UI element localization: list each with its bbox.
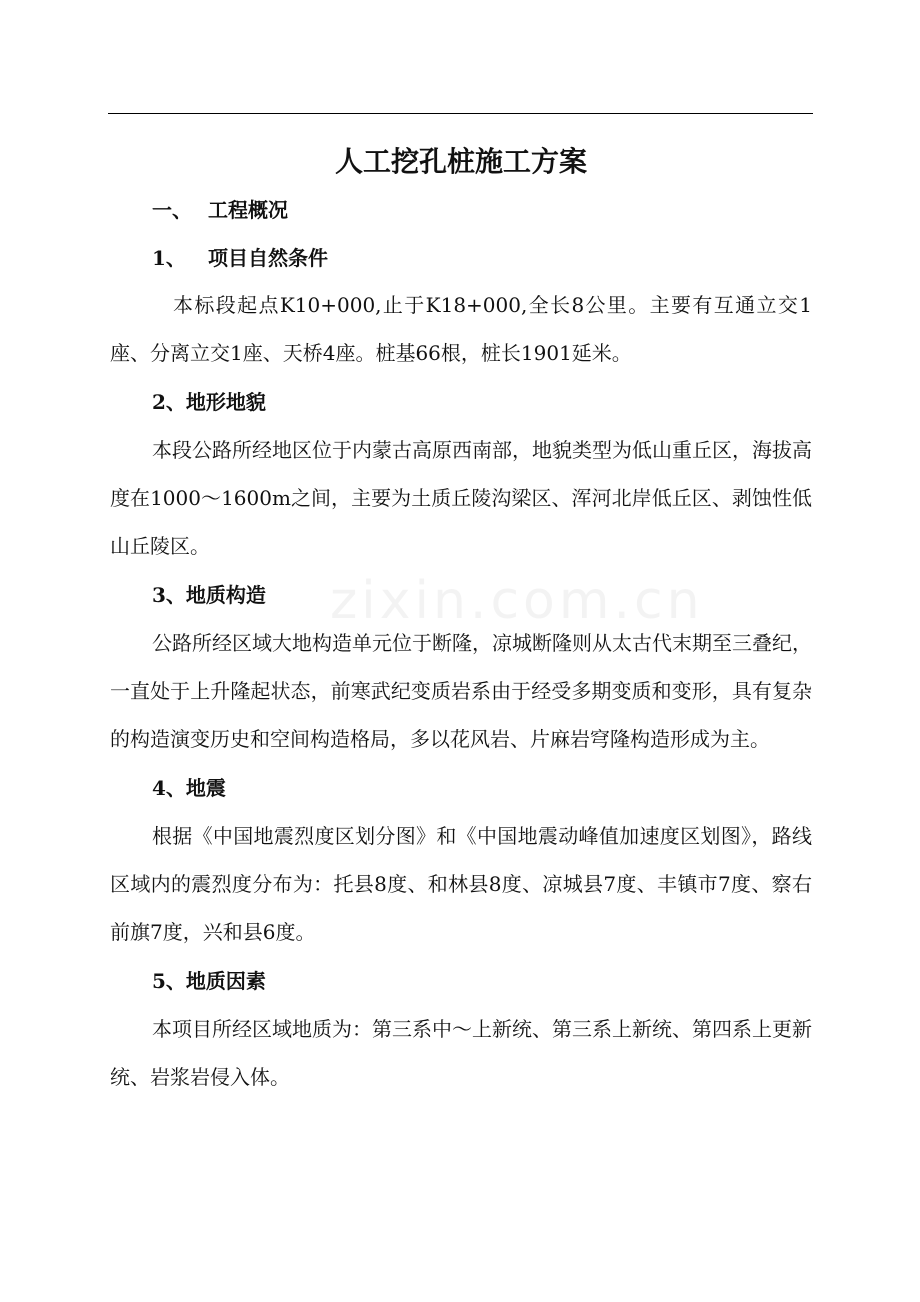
section-heading-overview (110, 198, 812, 222)
paragraph-geological-structure: 公路所经区域大地构造单元位于断隆，凉城断隆则从太古代末期至三叠纪，一直处于上升隆起状态，前寒武纪变质岩系由于经受多期变质和变形，具有复杂的构造演变历史和空间构造格局，多以花风岩、片麻岩穹隆构造形成为主。 (110, 631, 812, 751)
watermark: zixin.com.cn (330, 571, 704, 631)
subsection-heading-geological-factors: 5、地质因素 (152, 969, 266, 993)
subsection-number: 1、 (152, 246, 186, 270)
header-rule (108, 113, 813, 114)
document-body (110, 138, 812, 1101)
subsection-title: 项目自然条件 (208, 246, 328, 270)
paragraph-geological-factors: 本项目所经区域地质为：第三系中～上新统、第三系上新统、第四系上更新统、岩浆岩侵入体。 (110, 1017, 812, 1089)
subsection-heading-geological-structure: 3、地质构造 (152, 583, 266, 607)
section-title: 工程概况 (208, 198, 288, 222)
subsection-heading-natural-conditions (110, 246, 812, 270)
subsection-heading-terrain: 2、地形地貌 (152, 390, 266, 414)
paragraph-natural-conditions: 本标段起点K10+000,止于K18+000,全长8公里。主要有互通立交1座、分离立交1座、天桥4座。桩基66根，桩长1901延米。 (110, 293, 812, 365)
subsection-heading-earthquake: 4、地震 (152, 776, 226, 800)
section-number: 一、 (152, 198, 192, 222)
paragraph-earthquake: 根据《中国地震烈度区划分图》和《中国地震动峰值加速度区划图》，路线区域内的震烈度分布为：托县8度、和林县8度、凉城县7度、丰镇市7度、察右前旗7度，兴和县6度。 (110, 824, 812, 944)
document-title: 人工挖孔桩施工方案 (334, 145, 587, 178)
paragraph-terrain: 本段公路所经地区位于内蒙古高原西南部，地貌类型为低山重丘区，海拔高度在1000～1600m之间，主要为土质丘陵沟梁区、浑河北岸低丘区、剥蚀性低山丘陵区。 (110, 438, 812, 558)
